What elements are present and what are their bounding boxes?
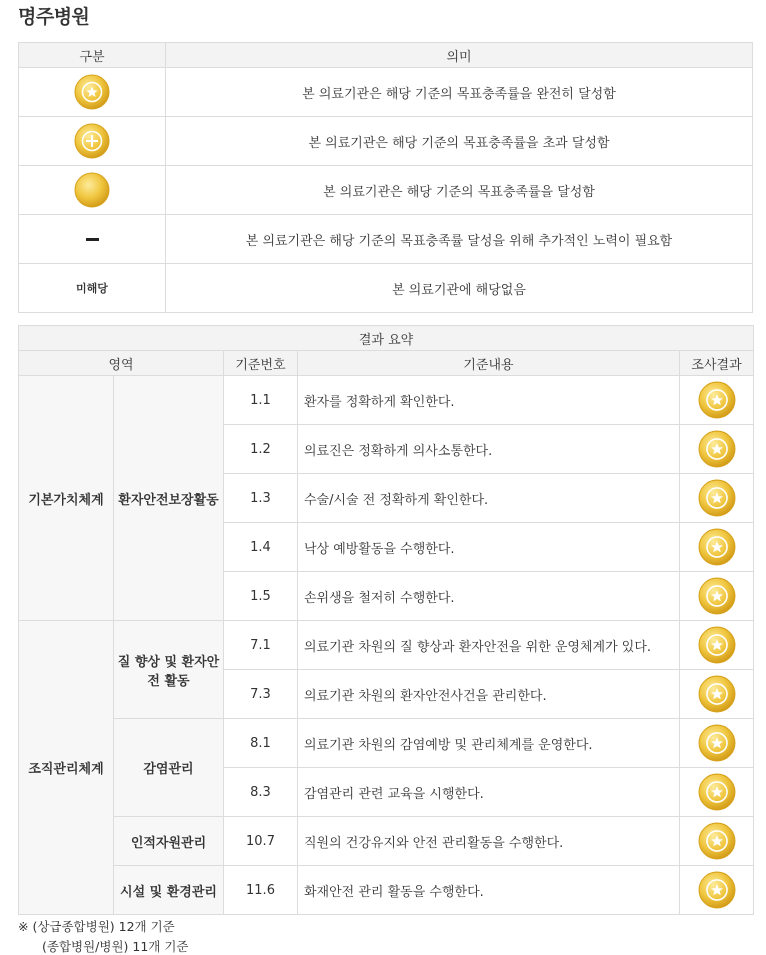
page-title: 명주병원: [18, 6, 90, 28]
standard-number: 10.7: [224, 817, 298, 866]
legend-row: [19, 215, 753, 264]
star-coin-icon: [698, 822, 736, 860]
result-cell: [680, 376, 754, 425]
standard-content: 의료진은 정확하게 의사소통한다.: [298, 425, 680, 474]
footnote-general: (종합병원/병원) 11개 기준: [42, 939, 189, 954]
result-cell: [680, 719, 754, 768]
standard-content: 화재안전 관리 활동을 수행한다.: [298, 866, 680, 915]
legend-meaning: 본 의료기관은 해당 기준의 목표충족률 달성을 위해 추가적인 노력이 필요함: [166, 215, 753, 264]
summary-title: 결과 요약: [19, 326, 754, 351]
table-row: [19, 866, 754, 915]
standard-number: 7.3: [224, 670, 298, 719]
standard-number: 1.1: [224, 376, 298, 425]
subarea-cell: 감염관리: [114, 719, 224, 817]
result-cell: [680, 523, 754, 572]
header-area: 영역: [19, 351, 224, 376]
result-cell: [680, 866, 754, 915]
result-cell: [680, 572, 754, 621]
subarea-cell: 질 향상 및 환자안전 활동: [114, 621, 224, 719]
result-cell: [680, 474, 754, 523]
header-standard-content: 기준내용: [298, 351, 680, 376]
header-standard-number: 기준번호: [224, 351, 298, 376]
legend-icon-cell: [19, 117, 166, 166]
standard-number: 8.1: [224, 719, 298, 768]
star-coin-icon: [698, 773, 736, 811]
result-cell: [680, 768, 754, 817]
standard-number: 1.5: [224, 572, 298, 621]
standard-number: 11.6: [224, 866, 298, 915]
legend-meaning: 본 의료기관은 해당 기준의 목표충족률을 초과 달성함: [166, 117, 753, 166]
summary-table: [18, 325, 754, 915]
legend-header-meaning: 의미: [166, 43, 753, 68]
star-coin-icon: [698, 381, 736, 419]
legend-icon-cell: [19, 215, 166, 264]
star-coin-icon: [698, 675, 736, 713]
standard-number: 1.2: [224, 425, 298, 474]
dash-icon: [86, 238, 99, 241]
standard-content: 손위생을 철저히 수행한다.: [298, 572, 680, 621]
result-cell: [680, 425, 754, 474]
summary-title-row: [19, 326, 754, 351]
legend-icon-cell: [19, 68, 166, 117]
legend-row: [19, 68, 753, 117]
summary-header-row: [19, 351, 754, 376]
result-cell: [680, 621, 754, 670]
plain-coin-icon: [74, 172, 110, 208]
star-coin-icon: [698, 871, 736, 909]
standard-number: 8.3: [224, 768, 298, 817]
star-coin-icon: [698, 724, 736, 762]
standard-content: 수술/시술 전 정확하게 확인한다.: [298, 474, 680, 523]
legend-header-category: 구분: [19, 43, 166, 68]
legend-icon-cell: [19, 166, 166, 215]
area-cell: 기본가치체계: [19, 376, 114, 621]
legend-meaning: 본 의료기관에 해당없음: [166, 264, 753, 313]
standard-content: 의료기관 차원의 감염예방 및 관리체계를 운영한다.: [298, 719, 680, 768]
result-cell: [680, 670, 754, 719]
subarea-cell: 시설 및 환경관리: [114, 866, 224, 915]
star-coin-icon: [698, 626, 736, 664]
table-row: [19, 621, 754, 670]
not-applicable-label: 미해당: [76, 282, 108, 295]
footnote-tertiary: ※ (상급종합병원) 12개 기준: [18, 919, 175, 934]
standard-content: 낙상 예방활동을 수행한다.: [298, 523, 680, 572]
table-row: [19, 376, 754, 425]
area-cell: 조직관리체계: [19, 621, 114, 915]
star-coin-icon: [698, 528, 736, 566]
legend-row: [19, 166, 753, 215]
star-coin-icon: [74, 74, 110, 110]
standard-content: 직원의 건강유지와 안전 관리활동을 수행한다.: [298, 817, 680, 866]
legend-meaning: 본 의료기관은 해당 기준의 목표충족률을 완전히 달성함: [166, 68, 753, 117]
legend-table: [18, 42, 753, 313]
standard-content: 환자를 정확하게 확인한다.: [298, 376, 680, 425]
standard-content: 의료기관 차원의 질 향상과 환자안전을 위한 운영체계가 있다.: [298, 621, 680, 670]
legend-meaning: 본 의료기관은 해당 기준의 목표충족률을 달성함: [166, 166, 753, 215]
result-cell: [680, 817, 754, 866]
star-coin-icon: [698, 479, 736, 517]
legend-icon-cell: [19, 264, 166, 313]
legend-row: [19, 264, 753, 313]
plus-coin-icon: [74, 123, 110, 159]
standard-number: 1.3: [224, 474, 298, 523]
header-result: 조사결과: [680, 351, 754, 376]
legend-row: [19, 117, 753, 166]
subarea-cell: 환자안전보장활동: [114, 376, 224, 621]
standard-number: 7.1: [224, 621, 298, 670]
standard-number: 1.4: [224, 523, 298, 572]
subarea-cell: 인적자원관리: [114, 817, 224, 866]
standard-content: 의료기관 차원의 환자안전사건을 관리한다.: [298, 670, 680, 719]
table-row: [19, 817, 754, 866]
legend-header-row: [19, 43, 753, 68]
star-coin-icon: [698, 577, 736, 615]
table-row: [19, 719, 754, 768]
standard-content: 감염관리 관련 교육을 시행한다.: [298, 768, 680, 817]
star-coin-icon: [698, 430, 736, 468]
